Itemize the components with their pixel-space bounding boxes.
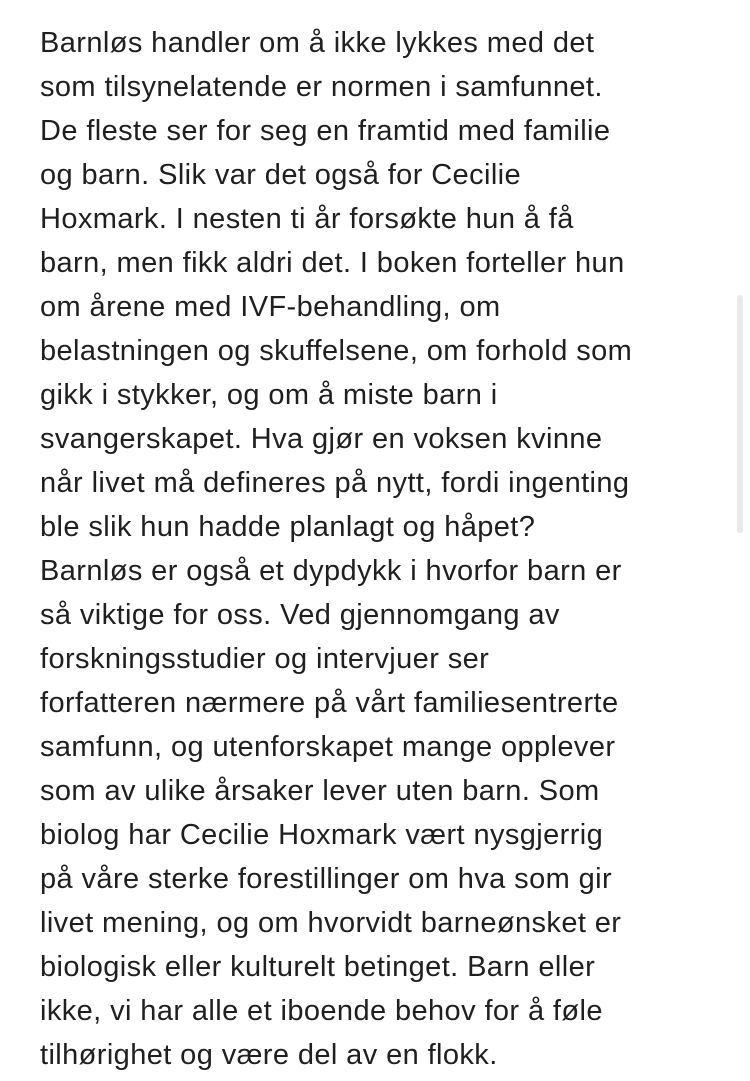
text-line: som tilsynelatende er normen i samfunnet. <box>40 71 603 103</box>
text-line: forfatteren nærmere på vårt familiesentrerte <box>40 687 619 719</box>
book-description-paragraph <box>40 21 712 1077</box>
text-line: som av ulike årsaker lever uten barn. Som <box>40 775 600 807</box>
text-line: belastningen og skuffelsene, om forhold som <box>40 335 633 367</box>
text-line: om årene med IVF-behandling, om <box>40 291 501 323</box>
text-line: på våre sterke forestillinger om hva som gir <box>40 863 613 895</box>
text-line: forskningsstudier og intervjuer ser <box>40 643 490 675</box>
text-line: samfunn, og utenforskapet mange opplever <box>40 731 616 763</box>
text-line: ble slik hun hadde planlagt og håpet? <box>40 511 536 543</box>
scrollbar-thumb[interactable] <box>737 295 743 533</box>
text-line: når livet må defineres på nytt, fordi ingenting <box>40 467 630 499</box>
text-line: De fleste ser for seg en framtid med familie <box>40 115 611 147</box>
text-line: biologisk eller kulturelt betinget. Barn eller <box>40 951 596 983</box>
text-line: svangerskapet. Hva gjør en voksen kvinne <box>40 423 603 455</box>
text-line: ikke, vi har alle et iboende behov for å føle <box>40 995 603 1027</box>
text-line: Barnløs handler om å ikke lykkes med det <box>40 27 595 59</box>
text-line: tilhørighet og være del av en flokk. <box>40 1039 498 1071</box>
text-line: livet mening, og om hvorvidt barneønsket er <box>40 907 622 939</box>
text-line: barn, men fikk aldri det. I boken forteller hun <box>40 247 625 279</box>
text-line: biolog har Cecilie Hoxmark vært nysgjerrig <box>40 819 604 851</box>
text-line: Hoxmark. I nesten ti år forsøkte hun å få <box>40 203 574 235</box>
text-line: Barnløs er også et dypdykk i hvorfor barn er <box>40 555 622 587</box>
text-line: så viktige for oss. Ved gjennomgang av <box>40 599 560 631</box>
text-line: gikk i stykker, og om å miste barn i <box>40 379 498 411</box>
text-line: og barn. Slik var det også for Cecilie <box>40 159 522 191</box>
